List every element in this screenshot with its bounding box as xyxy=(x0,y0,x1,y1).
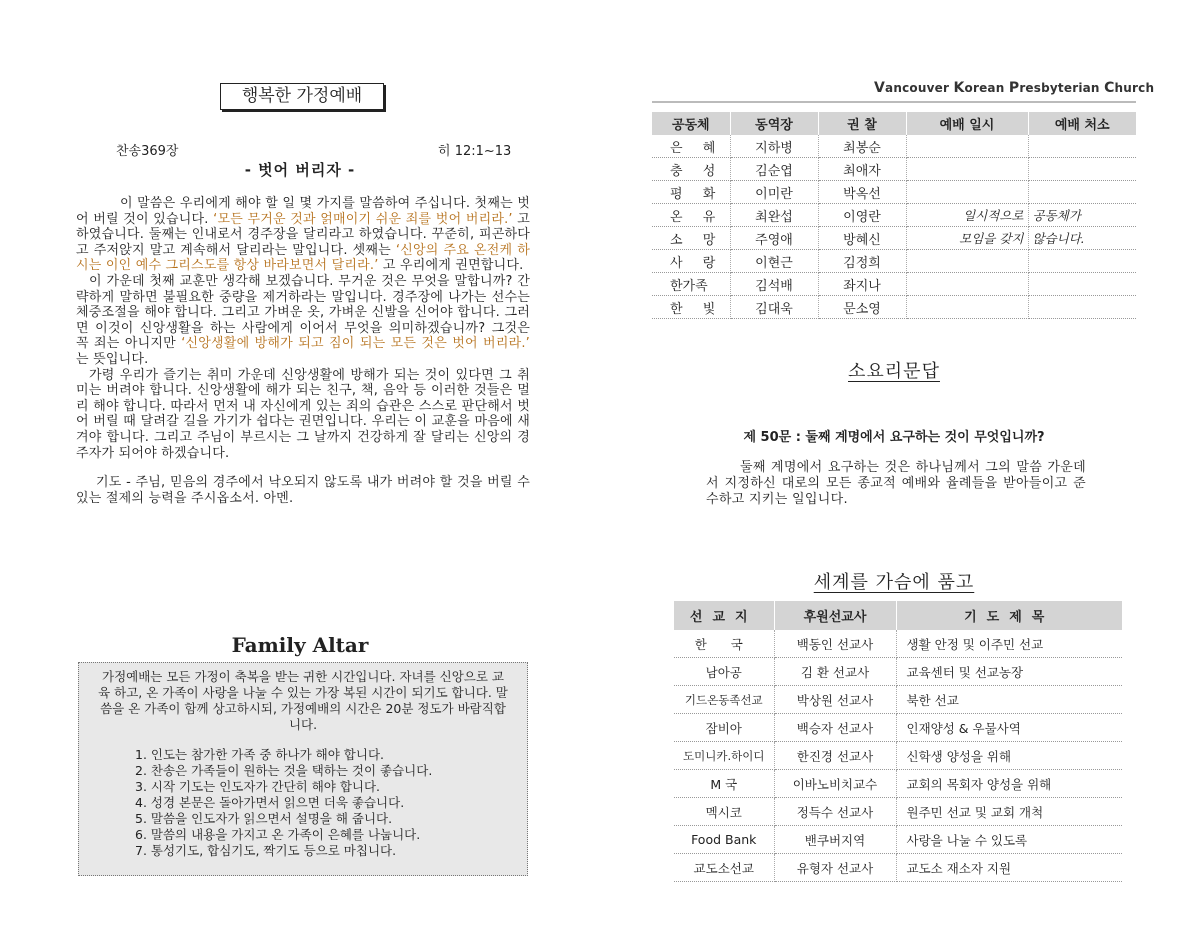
catechism-question: 제 50문 : 둘째 계명에서 요구하는 것이 무엇입니까? xyxy=(743,430,1045,445)
keeper-cell: 이영란 xyxy=(818,204,906,227)
place-cell xyxy=(1028,250,1136,273)
catechism-answer: 둘째 계명에서 요구하는 것은 하나님께서 그의 말씀 가운데서 지정하신 대로의 모든 종교적 예배와 율례들을 받아들이고 준수하고 지키는 일입니다. xyxy=(706,460,1086,507)
sermon-quote: ‘모든 무거운 것과 얽매이기 쉬운 죄를 벗어 버리라.’ xyxy=(213,211,513,227)
missionary-cell: 김 환 선교사 xyxy=(774,658,896,686)
page-title: 행복한 가정예배 xyxy=(220,83,384,110)
table-header-row xyxy=(674,601,1122,630)
missionary-cell: 이바노비치교수 xyxy=(774,770,896,798)
table-row xyxy=(674,854,1122,882)
prayer-topic-cell: 교육센터 및 선교농장 xyxy=(896,658,1122,686)
keeper-cell: 좌지나 xyxy=(818,273,906,296)
date-cell xyxy=(906,158,1028,181)
table-row xyxy=(652,273,1136,296)
keeper-cell: 방혜신 xyxy=(818,227,906,250)
table-row xyxy=(652,158,1136,181)
family-altar-box xyxy=(78,662,528,876)
mission-field-cell: 교도소선교 xyxy=(674,854,774,882)
community-cell: 평 화 xyxy=(652,181,730,204)
sermon-text: 이 말씀은 우리에게 해야 할 일 몇 가지를 말씀하여 주십니다. 첫째는 벗어 버릴 것이 있습니다. xyxy=(76,196,530,227)
leader-cell: 이미란 xyxy=(730,181,818,204)
table-row xyxy=(652,296,1136,319)
header-divider xyxy=(652,101,1136,103)
prayer-topic-cell: 원주민 선교 및 교회 개척 xyxy=(896,798,1122,826)
sermon-text: 고 우리에게 권면합니다. xyxy=(378,258,524,274)
table-row xyxy=(652,181,1136,204)
prayer-topic-cell: 사랑을 나눌 수 있도록 xyxy=(896,826,1122,854)
sermon-paragraph-2 xyxy=(76,274,530,368)
leader-cell: 이현근 xyxy=(730,250,818,273)
table-row xyxy=(674,742,1122,770)
keeper-cell: 문소영 xyxy=(818,296,906,319)
keeper-cell: 김정희 xyxy=(818,250,906,273)
prayer-topic-cell: 교회의 목회자 양성을 위해 xyxy=(896,770,1122,798)
sermon-prayer: 기도 - 주님, 믿음의 경주에서 낙오되지 않도록 내가 버려야 할 것을 버릴 수 있는 절제의 능력을 주시옵소서. 아멘. xyxy=(76,475,530,506)
list-item: 6. 말씀의 내용을 가지고 온 가족이 은혜를 나눕니다. xyxy=(135,827,421,842)
date-cell xyxy=(906,181,1028,204)
date-cell: 모임을 갖지 xyxy=(906,227,1028,250)
table-row xyxy=(674,798,1122,826)
missionary-cell: 백동인 선교사 xyxy=(774,630,896,658)
table-row xyxy=(674,770,1122,798)
table-row xyxy=(652,250,1136,273)
table-row xyxy=(652,227,1136,250)
table-row xyxy=(674,714,1122,742)
prayer-topic-cell: 인재양성 & 우물사역 xyxy=(896,714,1122,742)
community-cell: 충 성 xyxy=(652,158,730,181)
church-initial: C xyxy=(1104,80,1115,96)
column-header: 동역장 xyxy=(730,112,818,135)
sermon-body xyxy=(76,196,530,506)
church-word: hurch xyxy=(1114,81,1155,95)
missionary-cell: 정득수 선교사 xyxy=(774,798,896,826)
sermon-paragraph-3: 가령 우리가 즐기는 취미 가운데 신앙생활에 방해가 되는 것이 있다면 그 취미는 버려야 합니다. 신앙생활에 해가 되는 친구, 책, 음악 등 이러한 것들은 멀리 해야 합니다. 따라서 먼저 내 자신에게 있는 죄의 습관은 스스로 판단해서 벗어 버릴 때 달려갈 길을 가기가 쉽다는 권면입니다. 우리는 이 교훈을 마음에 새겨야 합니다. 그리고 주님이 부르시는 그 날까지 건강하게 잘 달리는 신앙의 경주자가 되어야 하겠습니다. xyxy=(76,367,530,461)
keeper-cell: 박옥선 xyxy=(818,181,906,204)
missionary-cell: 백승자 선교사 xyxy=(774,714,896,742)
sermon-quote: ‘신앙의 주요 온전케 하시는 이인 예수 그리스도를 항상 바라보면서 달리라.’ xyxy=(76,242,530,274)
table-row xyxy=(652,204,1136,227)
table-row xyxy=(674,658,1122,686)
leader-cell: 최완섭 xyxy=(730,204,818,227)
place-cell xyxy=(1028,181,1136,204)
church-initial: P xyxy=(1008,80,1020,96)
spacer xyxy=(76,461,530,475)
date-cell xyxy=(906,250,1028,273)
column-header: 공동체 xyxy=(652,112,730,135)
church-word: ancouver xyxy=(885,81,954,95)
date-cell xyxy=(906,135,1028,158)
table-header-row xyxy=(652,112,1136,135)
leader-cell: 지하병 xyxy=(730,135,818,158)
list-item: 1. 인도는 참가한 가족 중 하나가 해야 합니다. xyxy=(135,747,384,762)
place-cell: 공동체가 xyxy=(1028,204,1136,227)
church-word: resbyterian xyxy=(1019,81,1105,95)
scripture-reference: 히 12:1~13 xyxy=(438,144,512,159)
sermon-text: 는 뜻입니다. xyxy=(76,351,149,367)
mission-field-cell: 잠비아 xyxy=(674,714,774,742)
place-cell xyxy=(1028,135,1136,158)
list-item: 4. 성경 본문은 돌아가면서 읽으면 더욱 좋습니다. xyxy=(135,795,405,810)
church-word: orean xyxy=(964,81,1009,95)
leader-cell: 김대욱 xyxy=(730,296,818,319)
community-cell: 소 망 xyxy=(652,227,730,250)
column-header: 예배 처소 xyxy=(1028,112,1136,135)
prayer-topic-cell: 신학생 양성을 위해 xyxy=(896,742,1122,770)
column-header: 선교지 xyxy=(674,601,774,630)
missionary-cell: 유형자 선교사 xyxy=(774,854,896,882)
column-header: 권 찰 xyxy=(818,112,906,135)
mission-field-cell: 기드온동족선교 xyxy=(674,686,774,714)
prayer-topic-cell: 교도소 재소자 지원 xyxy=(896,854,1122,882)
church-name xyxy=(874,80,1154,96)
mission-field-cell: 한 국 xyxy=(674,630,774,658)
family-altar-intro: 가정예배는 모든 가정이 축복을 받는 귀한 시간입니다. 자녀를 신앙으로 교육 하고, 온 가족이 사랑을 나눌 수 있는 가장 복된 시간이 되기도 합니다. 말씀을 온 가족이 함께 상고하시되, 가정예배의 시간은 20분 정도가 바람직합니다. xyxy=(98,669,508,732)
family-altar-list xyxy=(135,747,509,859)
sermon-text: 고 하였습니다. 둘째는 인내로서 경주장을 달리라고 하였습니다. 꾸준히, 피곤하다고 주저앉지 말고 계속해서 달리라는 말입니다. 셋째는 xyxy=(76,211,531,258)
community-cell: 한 빛 xyxy=(652,296,730,319)
place-cell xyxy=(1028,273,1136,296)
table-row xyxy=(674,826,1122,854)
keeper-cell: 최애자 xyxy=(818,158,906,181)
prayer-topic-cell: 생활 안정 및 이주민 선교 xyxy=(896,630,1122,658)
keeper-cell: 최봉순 xyxy=(818,135,906,158)
column-header: 기도제목 xyxy=(896,601,1122,630)
missionary-cell: 한진경 선교사 xyxy=(774,742,896,770)
date-cell: 일시적으로 xyxy=(906,204,1028,227)
sermon-subtitle: - 벗어 버리자 - xyxy=(244,161,356,179)
place-cell xyxy=(1028,158,1136,181)
mission-field-cell: 멕시코 xyxy=(674,798,774,826)
list-item: 5. 말씀을 인도자가 읽으면서 설명을 해 줍니다. xyxy=(135,811,393,826)
leader-cell: 김순엽 xyxy=(730,158,818,181)
community-cell: 사 랑 xyxy=(652,250,730,273)
place-cell xyxy=(1028,296,1136,319)
place-cell: 않습니다. xyxy=(1028,227,1136,250)
prayer-topic-cell: 북한 선교 xyxy=(896,686,1122,714)
church-initial: K xyxy=(953,80,965,96)
community-cell: 온 유 xyxy=(652,204,730,227)
missionary-cell: 밴쿠버지역 xyxy=(774,826,896,854)
church-initial: V xyxy=(874,80,886,96)
list-item: 3. 시작 기도는 인도자가 간단히 해야 합니다. xyxy=(135,779,381,794)
table-row xyxy=(674,630,1122,658)
leader-cell: 주영애 xyxy=(730,227,818,250)
sermon-quote: ‘신앙생활에 방해가 되고 짐이 되는 모든 것은 벗어 버리라.’ xyxy=(181,336,530,352)
missionary-cell: 박상원 선교사 xyxy=(774,686,896,714)
mission-field-cell: 도미니카.하이디 xyxy=(674,742,774,770)
family-altar-title: Family Altar xyxy=(231,633,369,657)
table-row xyxy=(652,135,1136,158)
catechism-title: 소요리문답 xyxy=(848,361,940,382)
list-item: 2. 찬송은 가족들이 원하는 것을 택하는 것이 좋습니다. xyxy=(135,763,433,778)
cell-group-table xyxy=(652,112,1136,319)
community-cell: 은 혜 xyxy=(652,135,730,158)
sermon-text: 이 가운데 첫째 교훈만 생각해 보겠습니다. 무거운 것은 무엇을 말합니까? 간략하게 말하면 불필요한 중량을 제거하라는 말입니다. 경주장에 나가는 선수는 체중조절을 해야 합니다. 그리고 가벼운 옷, 가벼운 신발을 신어야 합니다. 그러면 이것이 신앙생활을 하는 사람에게 이어서 무엇을 의미하겠습니까? 그것은 꼭 죄는 아니지만 xyxy=(76,273,530,352)
table-row xyxy=(674,686,1122,714)
mission-field-cell: 남아공 xyxy=(674,658,774,686)
sermon-paragraph-1 xyxy=(76,196,530,274)
mission-field-cell: M 국 xyxy=(674,770,774,798)
hymn-number: 찬송369장 xyxy=(116,144,179,159)
mission-field-cell: Food Bank xyxy=(674,826,774,854)
column-header: 예배 일시 xyxy=(906,112,1028,135)
date-cell xyxy=(906,296,1028,319)
column-header: 후원선교사 xyxy=(774,601,896,630)
missions-title: 세계를 가슴에 품고 xyxy=(813,572,975,593)
missions-table xyxy=(674,601,1122,882)
leader-cell: 김석배 xyxy=(730,273,818,296)
list-item: 7. 통성기도, 합심기도, 짝기도 등으로 마칩니다. xyxy=(135,843,397,858)
date-cell xyxy=(906,273,1028,296)
community-cell: 한가족 xyxy=(652,273,730,296)
